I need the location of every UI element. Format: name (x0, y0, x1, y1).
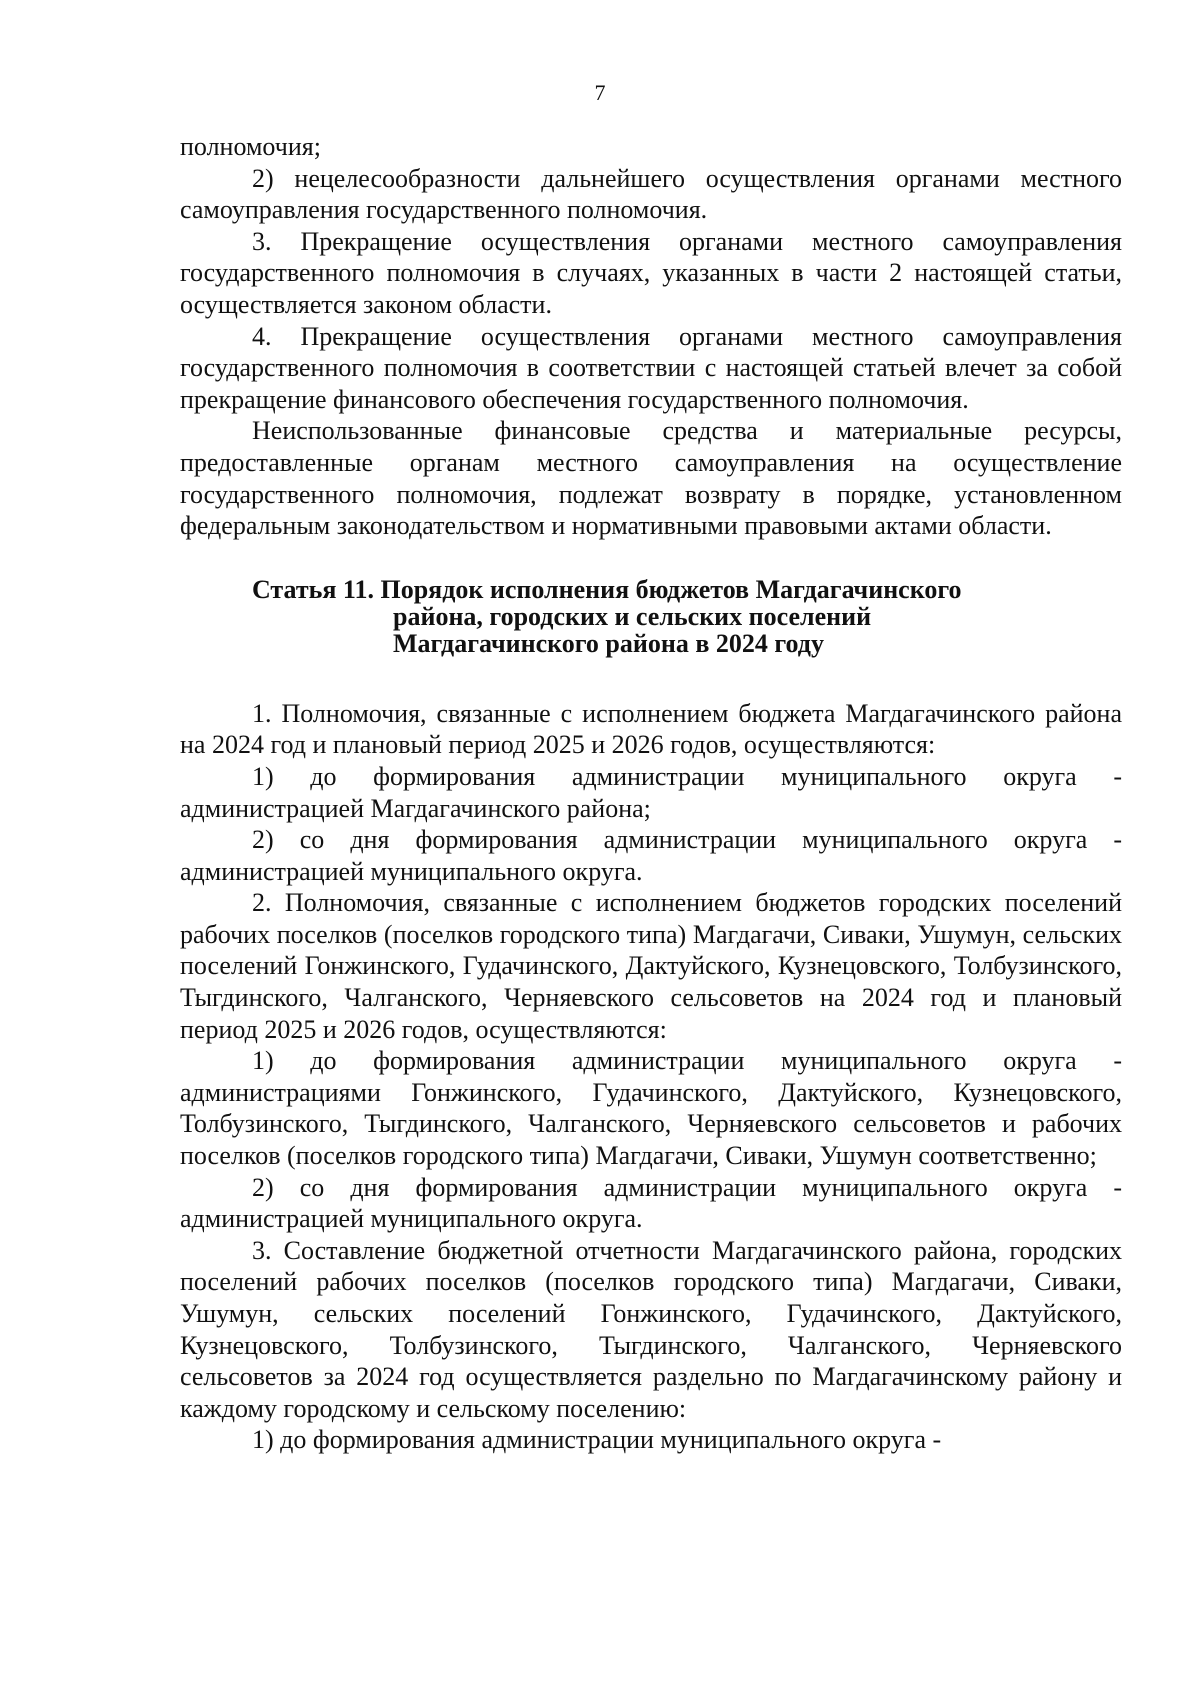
paragraph: 3. Прекращение осуществления органами местного самоуправления государственного полномочия в случаях, указанных в части 2 настоящей статьи, осуществляется законом области. (180, 226, 1122, 319)
paragraph: 2) со дня формирования администрации муниципального округа - администрацией муниципального округа. (180, 1172, 1122, 1234)
paragraphs-before-article (180, 131, 1122, 542)
document-body (180, 131, 1122, 1456)
paragraph: 2. Полномочия, связанные с исполнением бюджетов городских поселений рабочих поселков (поселков городского типа) Магдагачи, Сиваки, Ушумун, сельских поселений Гонжинского, Гудачинского, Дактуйского, Кузнецовского, Толбузинского, Тыгдинского, Чалганского, Черняевского сельсоветов на 2024 год и плановый период 2025 и 2026 годов, осуществляются: (180, 888, 1122, 1044)
article-heading-line-2: района, городских и сельских поселений (393, 601, 872, 631)
article-heading (180, 576, 1122, 657)
paragraph: 1) до формирования администрации муниципального округа - администрациями Гонжинского, Гудачинского, Дактуйского, Кузнецовского, Толбузинского, Тыгдинского, Чалганского, Черняевского сельсоветов и рабочих поселков (поселков городского типа) Магдагачи, Сиваки, Ушумун соответственно; (180, 1046, 1122, 1171)
article-heading-line-3: Магдагачинского района в 2024 году (393, 628, 824, 658)
paragraph: 2) со дня формирования администрации муниципального округа - администрацией муниципального округа. (180, 825, 1122, 886)
paragraph: 4. Прекращение осуществления органами местного самоуправления государственного полномочия в соответствии с настоящей статьей влечет за собой прекращение финансового обеспечения государственного полномочия. (180, 321, 1122, 414)
paragraphs-after-article (180, 698, 1122, 1456)
article-heading-line-1: Статья 11. Порядок исполнения бюджетов Магдагачинского (252, 574, 962, 604)
paragraph: 1) до формирования администрации муниципального округа - администрацией Магдагачинского района; (180, 761, 1122, 823)
page-number: 7 (594, 80, 606, 105)
paragraph: Неиспользованные финансовые средства и материальные ресурсы, предоставленные органам местного самоуправления на осуществление государственного полномочия, подлежат возврату в порядке, установленном федеральным законодательством и нормативными правовыми актами области. (180, 416, 1122, 541)
paragraph: 3. Составление бюджетной отчетности Магдагачинского района, городских поселений рабочих поселков (поселков городского типа) Магдагачи, Сиваки, Ушумун, сельских поселений Гонжинского, Гудачинского, Дактуйского, Кузнецовского, Толбузинского, Тыгдинского, Чалганского, Черняевского сельсоветов за 2024 год осуществляется раздельно по Магдагачинскому району и каждому городскому и сельскому поселению: (180, 1235, 1122, 1423)
paragraph: полномочия; (180, 132, 321, 161)
paragraph: 1. Полномочия, связанные с исполнением бюджета Магдагачинского района на 2024 год и плановый период 2025 и 2026 годов, осуществляются: (180, 698, 1122, 760)
paragraph: 1) до формирования администрации муниципального округа - (252, 1425, 942, 1455)
paragraph: 2) нецелесообразности дальнейшего осуществления органами местного самоуправления государственного полномочия. (180, 163, 1122, 225)
